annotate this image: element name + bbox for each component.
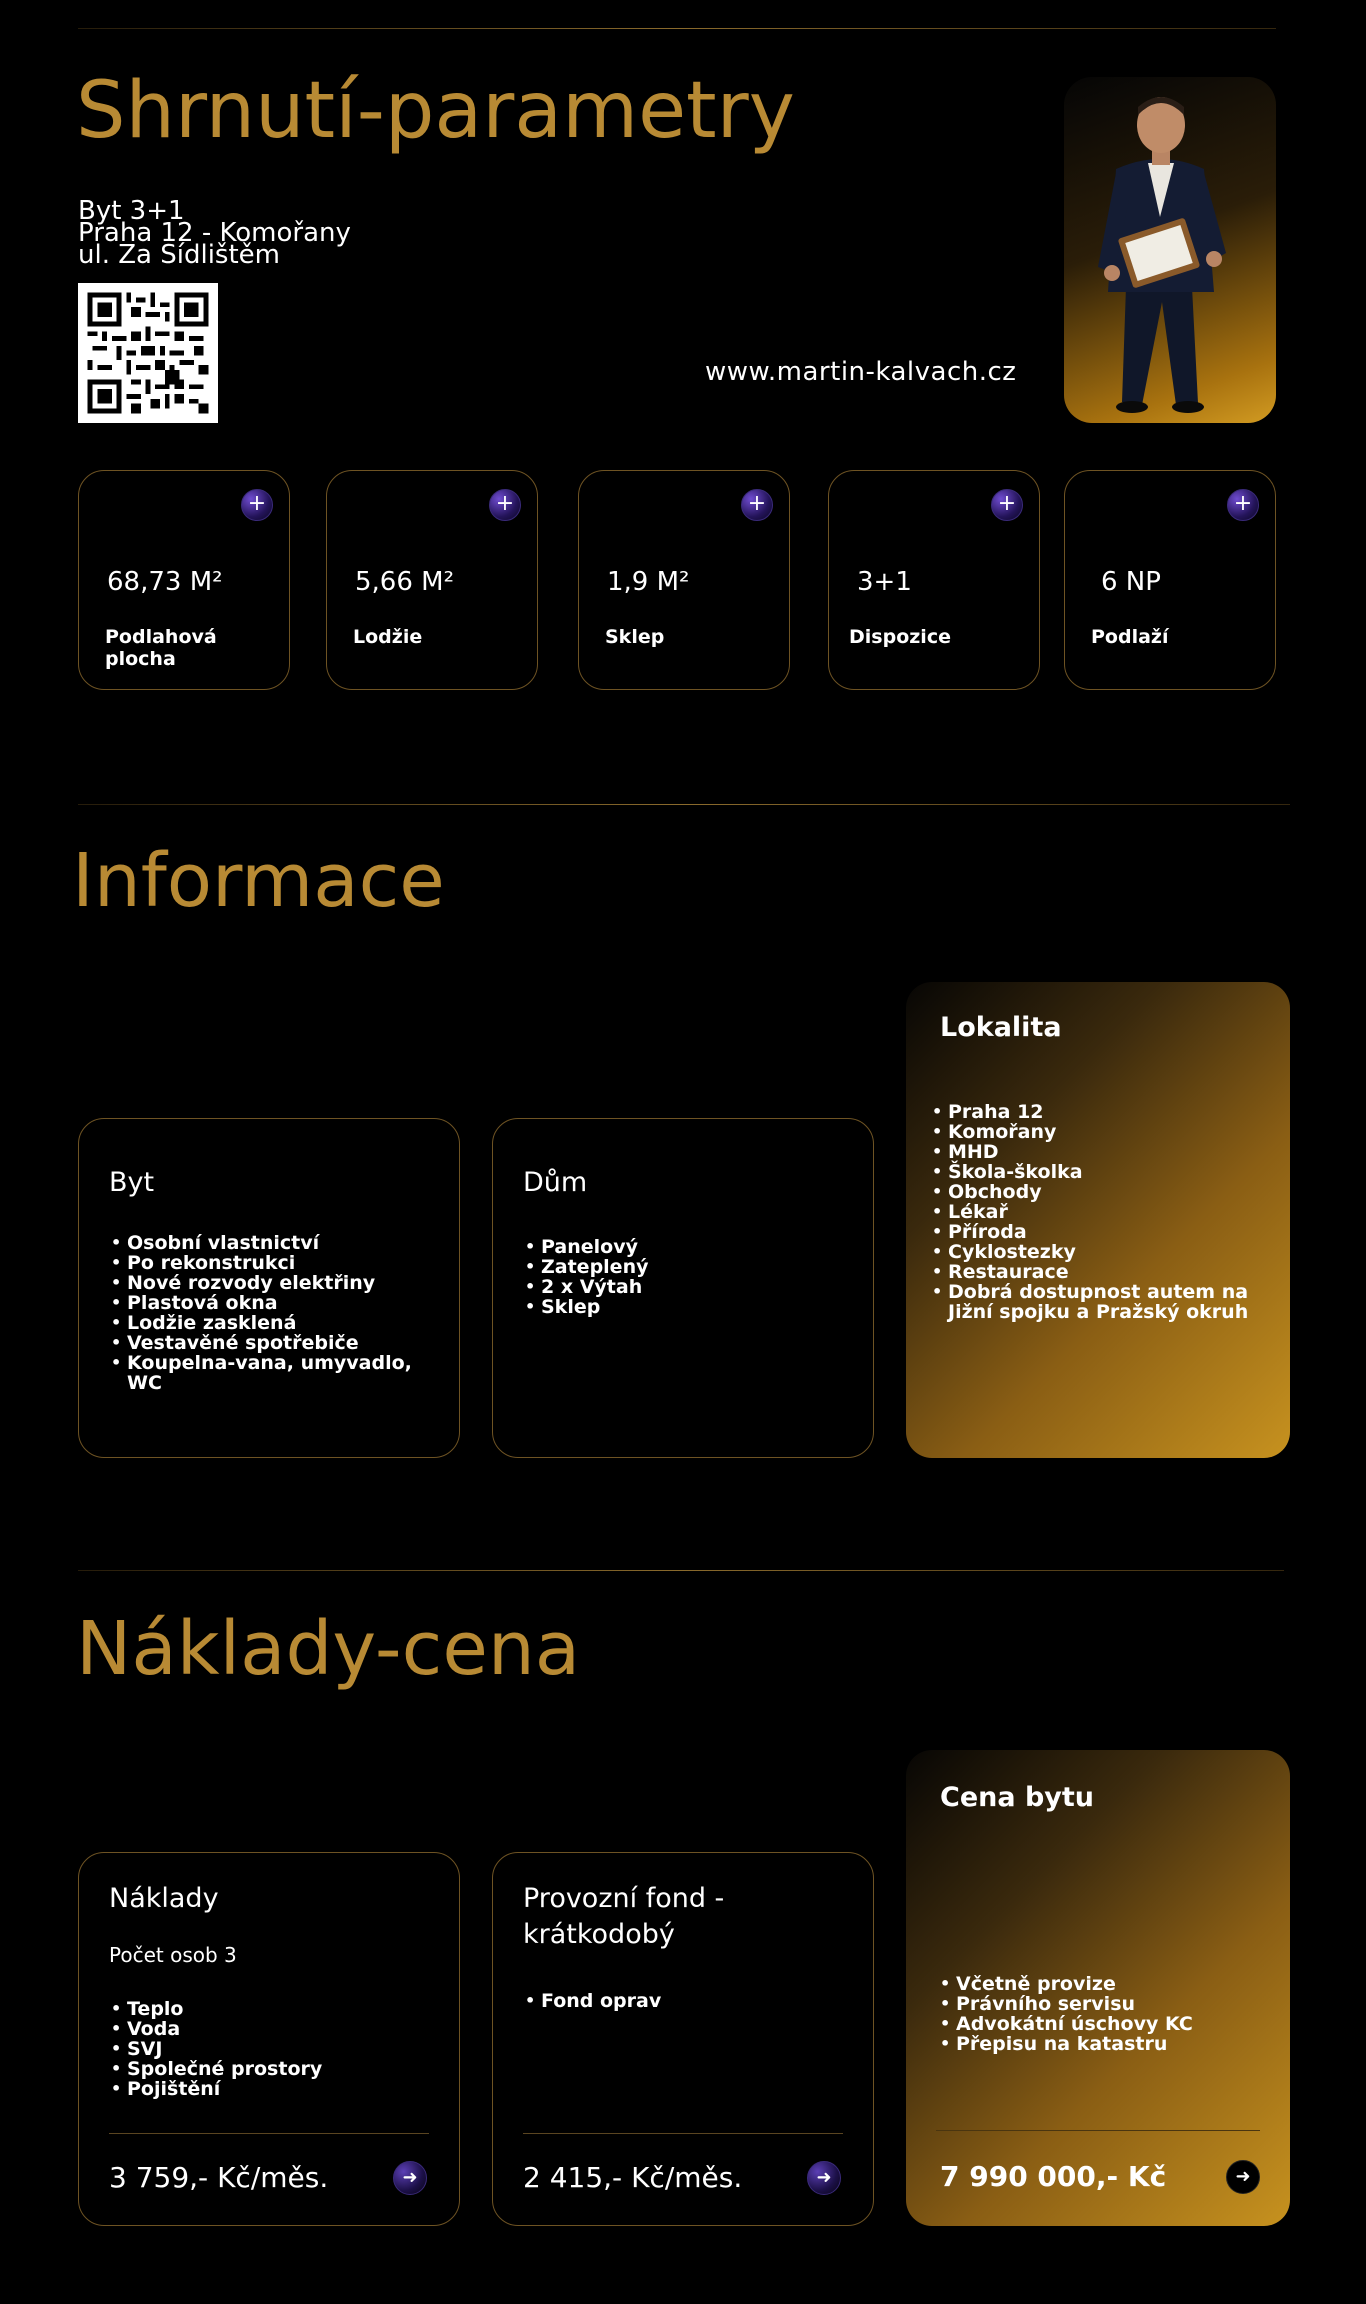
list-item: • Dobrá dostupnost autem na Jižní spojku a Pražský okruh <box>930 1282 1270 1322</box>
costs-heading: Náklady-cena <box>76 1606 581 1692</box>
dum-features-list <box>523 1237 843 1317</box>
fond-items-list <box>523 1991 843 2011</box>
list-item: • Právního servisu <box>938 1994 1268 2014</box>
monthly-fund-value: 2 415,- Kč/měs. <box>523 2161 743 2194</box>
agent-portrait <box>1064 77 1276 423</box>
plus-icon[interactable]: + <box>1227 489 1259 521</box>
list-item: • Sklep <box>523 1297 843 1317</box>
stat-label: Sklep <box>605 626 665 648</box>
stat-label: Podlaží <box>1091 626 1169 648</box>
list-item: • Koupelna-vana, umyvadlo, WC <box>109 1353 439 1393</box>
list-item: • Společné prostory <box>109 2059 429 2079</box>
summary-heading: Shrnutí-parametry <box>76 66 795 156</box>
list-item: • Osobní vlastnictví <box>109 1233 439 1253</box>
arrow-right-icon[interactable]: ➜ <box>807 2161 841 2195</box>
list-item: • Plastová okna <box>109 1293 439 1313</box>
list-item: • Pojištění <box>109 2079 429 2099</box>
costs-card-fond <box>492 1852 874 2226</box>
plus-icon[interactable]: + <box>489 489 521 521</box>
info-card-dum <box>492 1118 874 1458</box>
stat-label: Dispozice <box>849 626 951 648</box>
section-divider-costs <box>78 1570 1284 1571</box>
plus-icon[interactable]: + <box>241 489 273 521</box>
info-heading: Informace <box>72 838 445 924</box>
list-item: • SVJ <box>109 2039 429 2059</box>
stat-card-cellar[interactable] <box>578 470 790 690</box>
lokalita-features-list <box>930 1102 1270 1322</box>
list-item: • Po rekonstrukci <box>109 1253 439 1273</box>
list-item: • MHD <box>930 1142 1270 1162</box>
stat-value: 6 NP <box>1101 567 1161 597</box>
list-item: • Škola-školka <box>930 1162 1270 1182</box>
section-divider-info <box>78 804 1290 805</box>
list-item: • Advokátní úschovy KC <box>938 2014 1268 2034</box>
website-link[interactable]: www.martin-kalvach.cz <box>705 357 1017 387</box>
list-item: • Fond oprav <box>523 1991 843 2011</box>
list-item: • Obchody <box>930 1182 1270 1202</box>
monthly-cost-value: 3 759,- Kč/měs. <box>109 2161 329 2194</box>
stat-label: Lodžie <box>353 626 423 648</box>
card-title-line2: krátkodobý <box>523 1919 675 1950</box>
card-title: Byt <box>109 1167 155 1198</box>
info-card-lokalita <box>906 982 1290 1458</box>
stat-value: 3+1 <box>857 567 912 597</box>
list-item: • Vestavěné spotřebiče <box>109 1333 439 1353</box>
address-line-street: ul. Za Sídlištěm <box>78 240 280 270</box>
costs-card-naklady <box>78 1852 460 2226</box>
card-title: Cena bytu <box>940 1782 1095 1813</box>
card-title: Dům <box>523 1167 588 1198</box>
address-line-type: Byt 3+1 <box>78 196 185 226</box>
list-item: • Nové rozvody elektřiny <box>109 1273 439 1293</box>
card-divider <box>936 2130 1260 2131</box>
stat-card-loggia[interactable] <box>326 470 538 690</box>
list-item: • Voda <box>109 2019 429 2039</box>
stat-card-layout[interactable] <box>828 470 1040 690</box>
stat-value: 68,73 M² <box>107 567 223 597</box>
list-item: • Zateplený <box>523 1257 843 1277</box>
arrow-right-icon[interactable]: ➜ <box>393 2161 427 2195</box>
byt-features-list <box>109 1233 439 1393</box>
list-item: • Teplo <box>109 1999 429 2019</box>
apartment-price-value: 7 990 000,- Kč <box>940 2160 1167 2193</box>
list-item: • Lodžie zasklená <box>109 1313 439 1333</box>
list-item: • Komořany <box>930 1122 1270 1142</box>
list-item: • Praha 12 <box>930 1102 1270 1122</box>
stat-value: 5,66 M² <box>355 567 455 597</box>
card-title: Náklady <box>109 1883 219 1914</box>
stat-card-floor-area[interactable] <box>78 470 290 690</box>
cena-includes-list <box>938 1974 1268 2054</box>
plus-icon[interactable]: + <box>741 489 773 521</box>
address-line-city: Praha 12 - Komořany <box>78 218 351 248</box>
list-item: • 2 x Výtah <box>523 1277 843 1297</box>
card-subtitle: Počet osob 3 <box>109 1943 237 1967</box>
list-item: • Cyklostezky <box>930 1242 1270 1262</box>
stat-card-floor[interactable] <box>1064 470 1276 690</box>
list-item: • Lékař <box>930 1202 1270 1222</box>
arrow-right-icon[interactable]: ➜ <box>1226 2160 1260 2194</box>
card-divider <box>109 2133 429 2134</box>
list-item: • Přepisu na katastru <box>938 2034 1268 2054</box>
costs-card-cena <box>906 1750 1290 2226</box>
list-item: • Příroda <box>930 1222 1270 1242</box>
list-item: • Restaurace <box>930 1262 1270 1282</box>
stat-value: 1,9 M² <box>607 567 690 597</box>
plus-icon[interactable]: + <box>991 489 1023 521</box>
info-card-byt <box>78 1118 460 1458</box>
card-title-line1: Provozní fond - <box>523 1883 725 1914</box>
stat-label: Podlahová plocha <box>105 626 217 670</box>
card-title: Lokalita <box>940 1012 1062 1043</box>
top-divider <box>78 28 1276 29</box>
list-item: • Včetně provize <box>938 1974 1268 1994</box>
list-item: • Panelový <box>523 1237 843 1257</box>
naklady-items-list <box>109 1999 429 2099</box>
qr-code <box>78 283 218 423</box>
address-block <box>78 196 351 270</box>
card-divider <box>523 2133 843 2134</box>
